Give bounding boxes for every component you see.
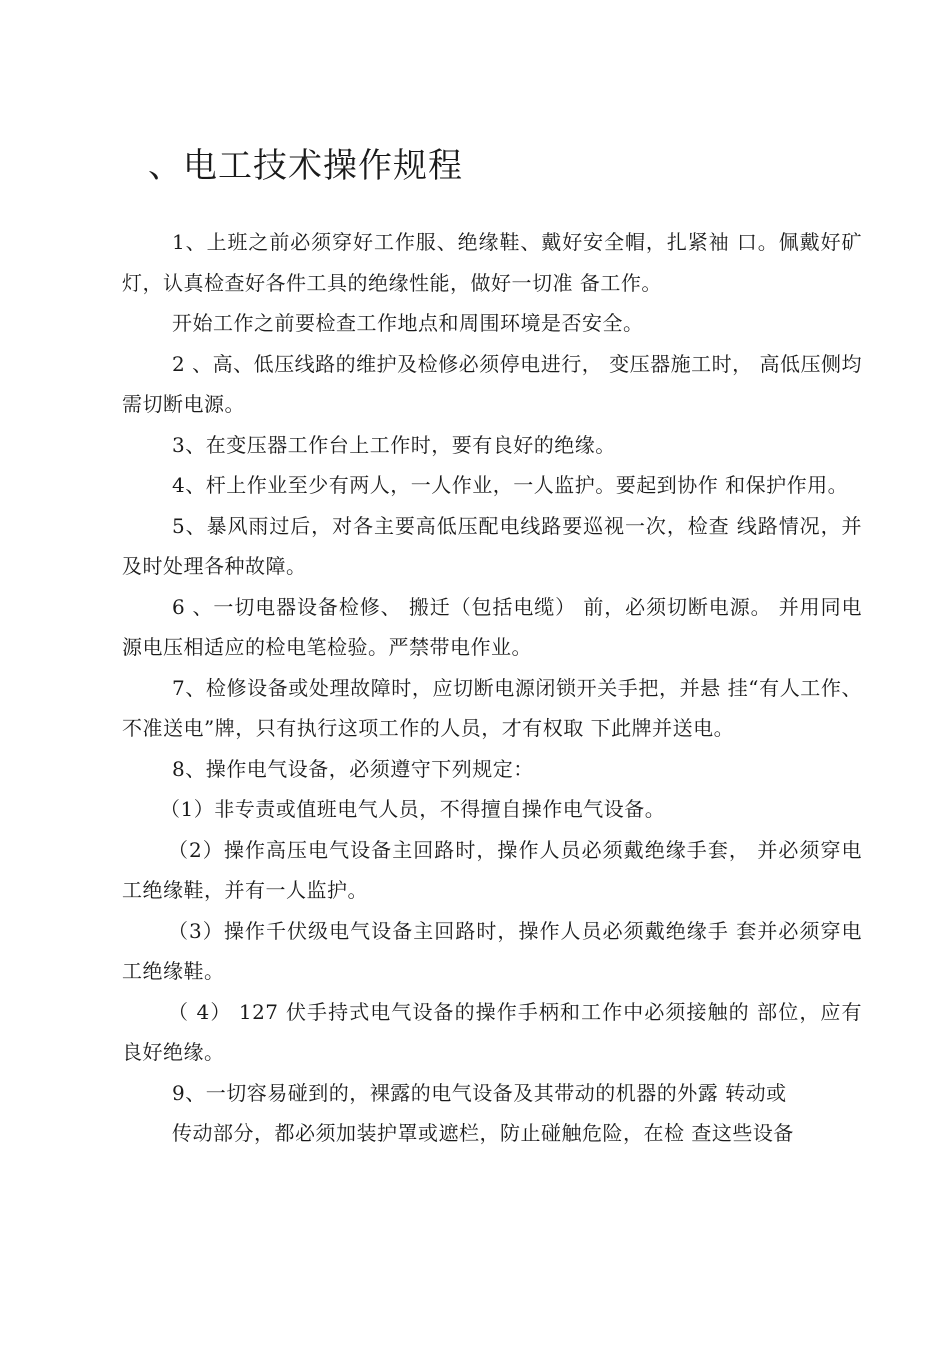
page-title: 、电工技术操作规程 [148, 146, 463, 186]
paragraph-8-2: （2）操作高压电气设备主回路时，操作人员必须戴绝缘手套， 并必须穿电工绝缘鞋，并有一人监护。 [122, 837, 862, 902]
paragraph-8-1: （1）非专责或值班电气人员，不得擅自操作电气设备。 [160, 797, 666, 821]
paragraph-1b: 开始工作之前要检查工作地点和周围环境是否安全。 [172, 311, 644, 335]
paragraph-6: 6 、一切电器设备检修、 搬迁（包括电缆） 前，必须切断电源。 并用同电源电压相适应的检电笔检验。严禁带电作业。 [122, 594, 862, 659]
document-body [122, 222, 862, 1154]
paragraph-3: 3、在变压器工作台上工作时，要有良好的绝缘。 [172, 432, 616, 457]
paragraph-9-cont: 传动部分，都必须加装护罩或遮栏，防止碰触危险，在检 查这些设备 [172, 1121, 794, 1145]
paragraph-7: 7、检修设备或处理故障时，应切断电源闭锁开关手把，并悬 挂“有人工作、不准送电”牌，只有执行这项工作的人员，才有权取 下此牌并送电。 [122, 675, 862, 740]
paragraph-4: 4、杆上作业至少有两人，一人作业，一人监护。要起到协作 和保护作用。 [172, 473, 849, 497]
paragraph-9: 9、一切容易碰到的，裸露的电气设备及其带动的机器的外露 转动或 [172, 1080, 787, 1105]
paragraph-8: 8、操作电气设备，必须遵守下列规定： [172, 756, 534, 781]
paragraph-8-3: （3）操作千伏级电气设备主回路时，操作人员必须戴绝缘手 套并必须穿电工绝缘鞋。 [122, 918, 862, 983]
paragraph-1: 1、上班之前必须穿好工作服、绝缘鞋、戴好安全帽，扎紧袖 口。佩戴好矿灯，认真检查好各件工具的绝缘性能，做好一切准 备工作。 [122, 230, 862, 295]
paragraph-8-4: （ 4） 127 伏手持式电气设备的操作手柄和工作中必须接触的 部位，应有良好绝缘。 [122, 999, 862, 1064]
paragraph-2: 2 、高、低压线路的维护及检修必须停电进行， 变压器施工时， 高低压侧均需切断电源。 [122, 351, 862, 416]
paragraph-5: 5、暴风雨过后，对各主要高低压配电线路要巡视一次，检查 线路情况，并及时处理各种故障。 [122, 513, 862, 578]
